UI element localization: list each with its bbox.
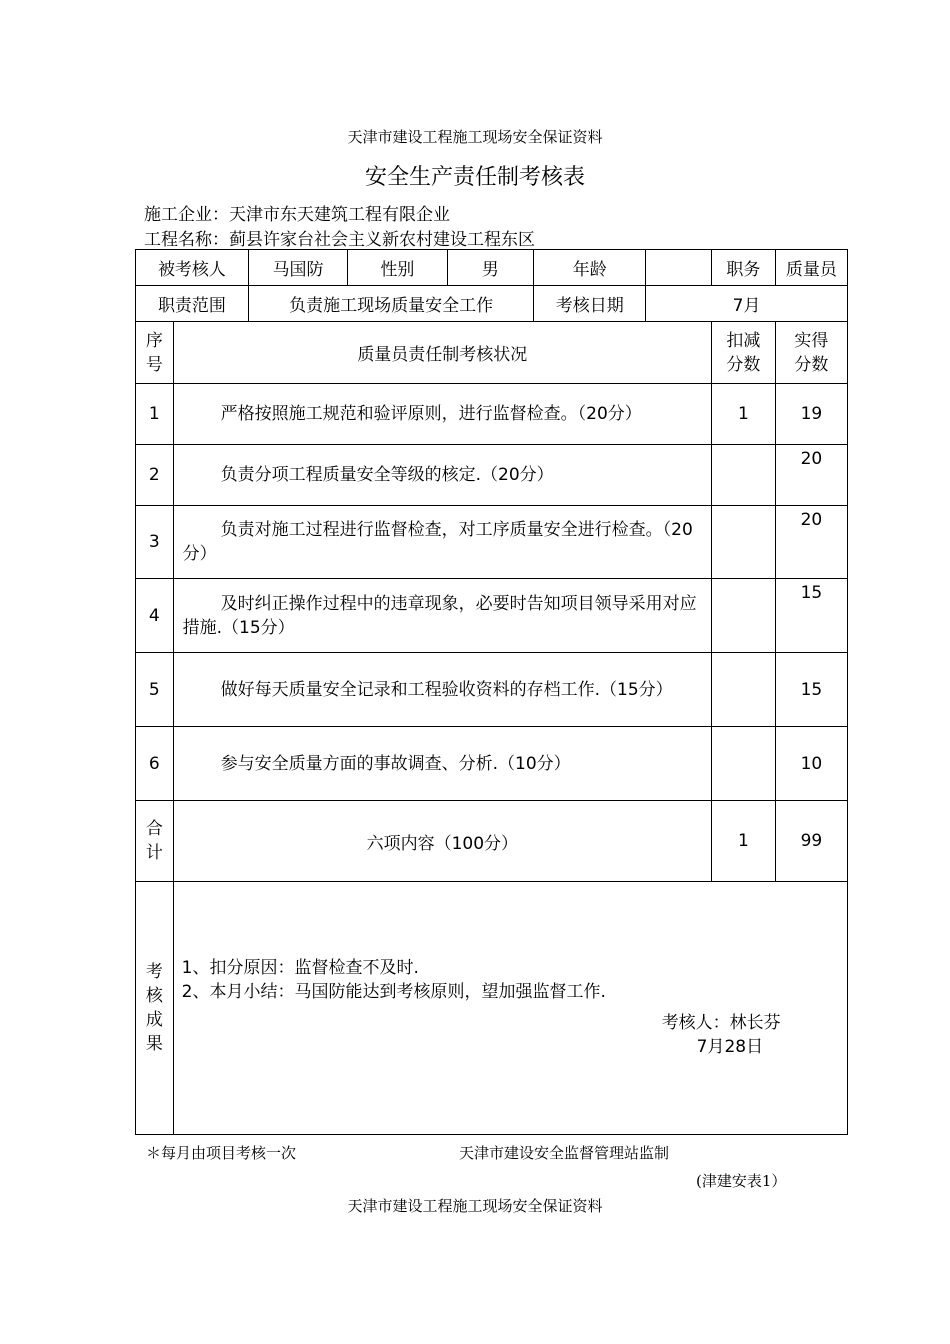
gender-label: 性别: [348, 250, 447, 286]
position-label: 职务: [712, 250, 776, 286]
examinee-value: 马国防: [248, 250, 347, 286]
item-deduct: [712, 727, 776, 801]
item-score: 15: [775, 579, 847, 653]
project-line: [144, 225, 535, 250]
page-header: 天津市建设工程施工现场安全保证资料: [347, 128, 603, 146]
table-row: [136, 579, 848, 653]
result-reason: 1、扣分原因：监督检查不及时.: [181, 958, 419, 978]
total-row: [136, 801, 848, 882]
assessment-table: [135, 249, 848, 1135]
item-deduct: [712, 579, 776, 653]
total-score: 99: [775, 801, 847, 882]
table-row: [136, 445, 848, 506]
gender-value: 男: [447, 250, 534, 286]
deduct-header: 扣减分数: [712, 322, 776, 384]
item-text: 负责对施工过程进行监督检查，对工序质量安全进行检查。（20分）: [173, 506, 711, 579]
table-head-row: [136, 322, 848, 384]
result-row: [136, 882, 848, 1135]
item-text: 及时纠正操作过程中的违章现象，必要时告知项目领导采用对应措施.（15分）: [173, 579, 711, 653]
assessor-signature: 考核人：林长芬: [661, 1013, 781, 1033]
bottom-header: 天津市建设工程施工现场安全保证资料: [347, 1197, 603, 1215]
item-deduct: [712, 445, 776, 506]
scope-value: 负责施工现场质量安全工作: [248, 286, 533, 322]
table-row: [136, 506, 848, 579]
result-content: [173, 882, 847, 1135]
assessment-date: 7月28日: [696, 1037, 764, 1057]
item-score: 20: [775, 506, 847, 579]
item-no: 5: [136, 653, 174, 727]
footer-issuer: 天津市建设安全监督管理站监制: [459, 1144, 670, 1162]
project-name: 蓟县许家台社会主义新农村建设工程东区: [229, 230, 535, 250]
item-text: 严格按照施工规范和验评原则，进行监督检查。（20分）: [173, 384, 711, 445]
position-value: 质量员: [775, 250, 847, 286]
form-code: (津建安表1）: [696, 1172, 787, 1190]
item-deduct: [712, 506, 776, 579]
score-header: 实得分数: [775, 322, 847, 384]
date-value: 7月: [646, 286, 848, 322]
project-label: 工程名称：: [144, 230, 229, 250]
examinee-row: [136, 250, 848, 286]
item-text: 做好每天质量安全记录和工程验收资料的存档工作.（15分）: [173, 653, 711, 727]
item-no: 3: [136, 506, 174, 579]
item-no: 2: [136, 445, 174, 506]
date-label: 考核日期: [534, 286, 646, 322]
item-score: 10: [775, 727, 847, 801]
item-score: 15: [775, 653, 847, 727]
company-label: 施工企业：: [144, 205, 229, 225]
table-row: [136, 653, 848, 727]
result-label: 考核成果: [136, 882, 174, 1135]
total-deduct: 1: [712, 801, 776, 882]
item-score: 19: [775, 384, 847, 445]
item-text: 参与安全质量方面的事故调查、分析.（10分）: [173, 727, 711, 801]
item-deduct: [712, 653, 776, 727]
item-text: 负责分项工程质量安全等级的核定.（20分）: [173, 445, 711, 506]
scope-label: 职责范围: [136, 286, 249, 322]
age-label: 年龄: [534, 250, 646, 286]
company-line: [144, 200, 450, 225]
item-no: 1: [136, 384, 174, 445]
examinee-label: 被考核人: [136, 250, 249, 286]
form-title: 安全生产责任制考核表: [364, 165, 585, 190]
scope-row: [136, 286, 848, 322]
total-text: 六项内容（100分）: [173, 801, 711, 882]
content-header: 质量员责任制考核状况: [173, 322, 711, 384]
table-row: [136, 384, 848, 445]
total-label: 合计: [136, 801, 174, 882]
item-deduct: 1: [712, 384, 776, 445]
footer-note: ＊每月由项目考核一次: [146, 1144, 297, 1162]
company-name: 天津市东天建筑工程有限企业: [229, 205, 450, 225]
result-summary: 2、本月小结：马国防能达到考核原则，望加强监督工作.: [181, 982, 606, 1002]
item-no: 4: [136, 579, 174, 653]
table-row: [136, 727, 848, 801]
age-value: [646, 250, 712, 286]
seq-header: 序号: [136, 322, 174, 384]
item-no: 6: [136, 727, 174, 801]
item-score: 20: [775, 445, 847, 506]
